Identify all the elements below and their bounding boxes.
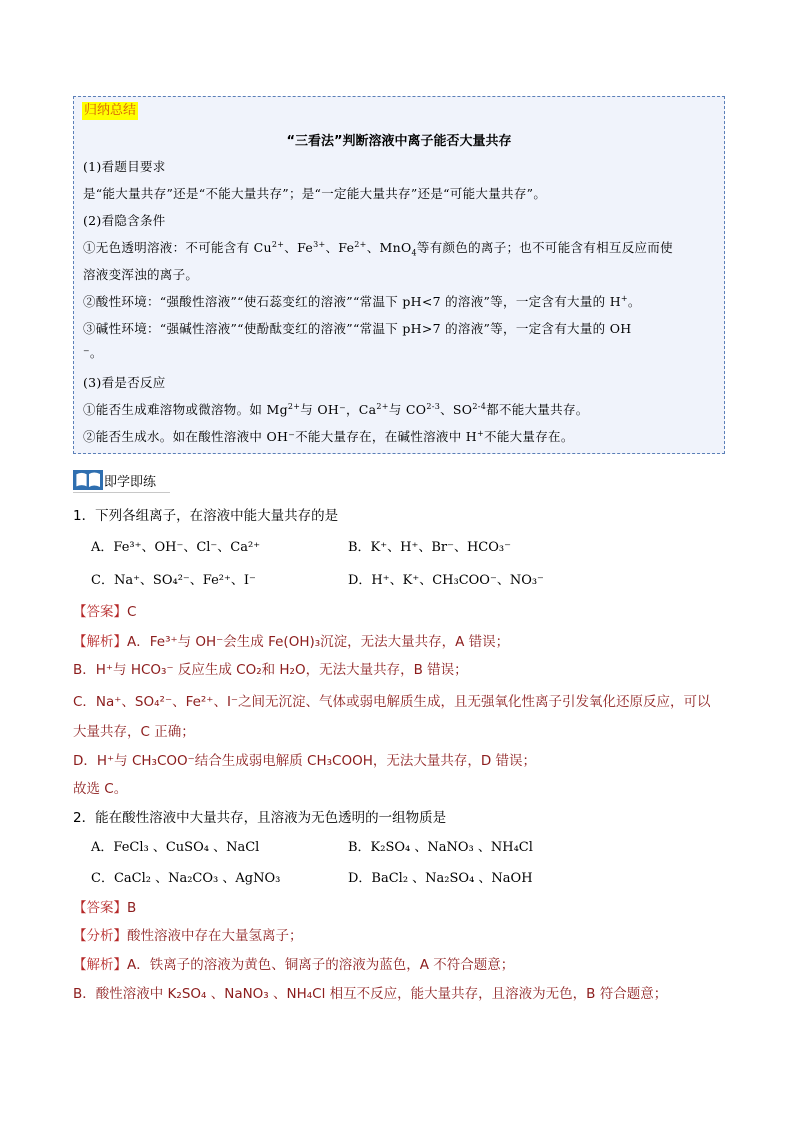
q2-analysis-1: 【解析】A．铁离子的溶液为黄色、铜离子的溶液为蓝色，A 不符合题意； [73,957,515,973]
q1-option-c: C．Na⁺、SO₄²⁻、Fe²⁺、I⁻ [91,573,256,588]
q1-stem: 1．下列各组离子，在溶液中能大量共存的是 [73,508,339,524]
q1-option-b: B．K⁺、H⁺、Br⁻、HCO₃⁻ [348,540,511,555]
q2-option-d: D．BaCl₂ 、Na₂SO₄ 、NaOH [348,871,533,886]
summary-line-4b: ⁻。 [83,345,103,360]
summary-line-2a: ①无色透明溶液：不可能含有 $Cu^{2+}$、$Fe^{3+}$、$Fe^{2+}$、MnO$_4$等有颜色的离子；也不可能含有相互反应而使 [83,239,673,258]
book-icon [73,470,103,490]
summary-line-5: ①能否生成难溶物或微溶物。如 $Mg^{2+}$与 OH⁻，$Ca^{2+}$与 CO$^{2-3}$、SO$^{2-4}$都不能大量共存。 [83,401,589,417]
section-label: 即学即练 [104,475,157,490]
q1-analysis-1: 【解析】A．Fe³⁺与 OH⁻会生成 Fe(OH)₃沉淀，无法大量共存，A 错误； [73,634,510,650]
q2-stem: 2．能在酸性溶液中大量共存，且溶液为无色透明的一组物质是 [73,810,447,826]
summary-title: “三看法”判断溶液中离子能否大量共存 [286,134,512,149]
q2-answer: 【答案】B [73,900,137,916]
summary-line-2b: 溶液变浑浊的离子。 [83,267,199,282]
summary-line-1: 是“能大量共存”还是“不能大量共存”；是“一定能大量共存”还是“可能大量共存”。 [83,186,547,201]
summary-tag: 归纳总结 [84,103,137,118]
q2-option-b: B．K₂SO₄ 、NaNO₃ 、NH₄Cl [348,840,533,855]
q2-fenxi: 【分析】酸性溶液中存在大量氢离子； [73,928,303,944]
q2-option-c: C．CaCl₂ 、Na₂CO₃ 、AgNO₃ [91,871,281,886]
q1-analysis-4: D．H⁺与 CH₃COO⁻结合生成弱电解质 CH₃COOH，无法大量共存，D 错误； [73,753,537,769]
summary-line-6: ②能否生成水。如在酸性溶液中 OH⁻不能大量存在，在碱性溶液中 H+不能大量存在。 [83,428,574,444]
summary-heading-3: (3)看是否反应 [83,375,166,390]
q2-option-a: A．FeCl₃ 、CuSO₄ 、NaCl [91,840,260,855]
q1-analysis-3: C．Na⁺、SO₄²⁻、Fe²⁺、I⁻之间无沉淀、气体或弱电解质生成，且无强氧化性离子引发氧化还原反应，可以 [73,694,711,710]
summary-line-4: ③碱性环境：“强碱性溶液”“使酚酞变红的溶液”“常温下 pH>7 的溶液”等，一定含有大量的 OH [83,321,632,336]
q1-option-a: A．Fe³⁺、OH⁻、Cl⁻、Ca²⁺ [91,540,261,555]
summary-heading-1: (1)看题目要求 [83,159,166,174]
q1-analysis-5: 故选 C。 [73,781,128,797]
section-divider [73,492,170,493]
summary-box [73,96,725,454]
summary-heading-2: (2)看隐含条件 [83,213,166,228]
q1-analysis-3b: 大量共存，C 正确； [73,724,195,740]
q1-answer: 【答案】C [73,604,137,620]
q1-analysis-2: B．H⁺与 HCO₃⁻ 反应生成 CO₂和 H₂O，无法大量共存，B 错误； [73,662,468,678]
summary-line-3: ②酸性环境：“强酸性溶液”“使石蕊变红的溶液”“常温下 pH<7 的溶液”等，一定含有大量的 H+。 [83,293,641,309]
q1-option-d: D．H⁺、K⁺、CH₃COO⁻、NO₃⁻ [348,573,544,588]
q2-analysis-2: B．酸性溶液中 K₂SO₄ 、NaNO₃ 、NH₄Cl 相互不反应，能大量共存，且溶液为无色，B 符合题意； [73,986,668,1002]
